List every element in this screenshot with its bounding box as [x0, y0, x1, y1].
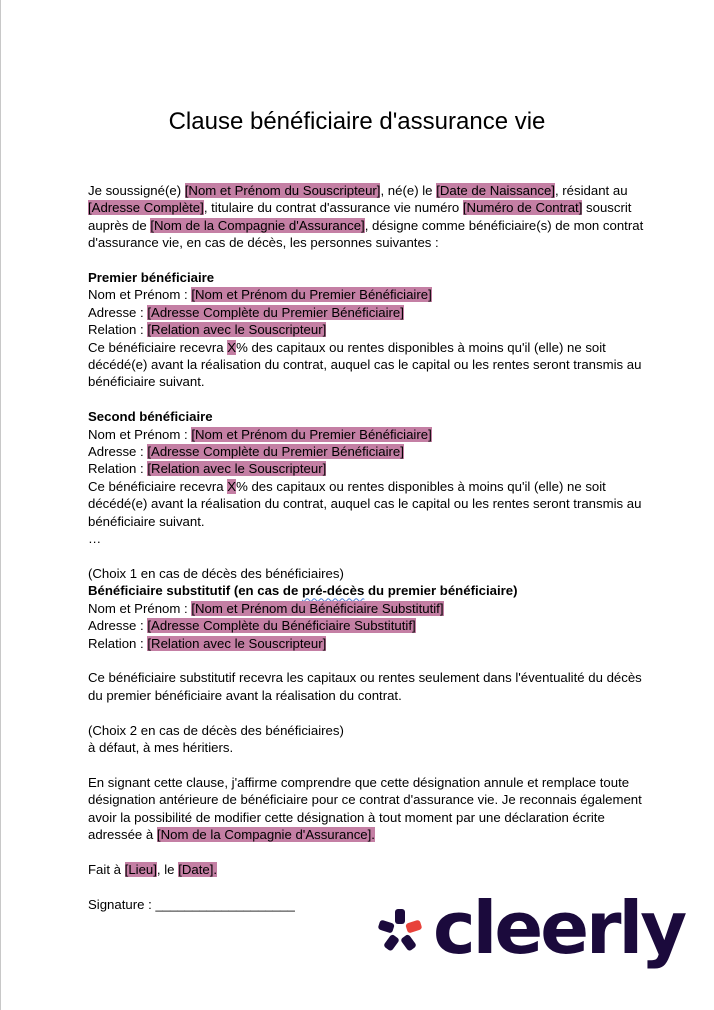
text: Je soussigné(e) [88, 183, 185, 198]
section-heading: Second bénéficiaire [88, 409, 213, 425]
intro-paragraph [88, 182, 648, 252]
relation-line [88, 635, 648, 652]
text: , résidant au [554, 183, 628, 198]
field-substitute-address[interactable]: [Adresse Complète du Bénéficiaire Substitutif] [147, 618, 416, 634]
field-beneficiary-relation[interactable]: [Relation avec le Souscripteur] [147, 461, 327, 477]
field-beneficiary-address[interactable]: [Adresse Complète du Premier Bénéficiaire] [147, 304, 404, 320]
text: , désigne comme bénéficiaire(s) de mon contrat d'assurance vie, en cas de décès, les personnes suivantes : [88, 217, 644, 251]
relation-line [88, 460, 648, 477]
field-insurer-name[interactable]: [Nom de la Compagnie d'Assurance]. [156, 826, 375, 842]
ellipsis: … [88, 531, 102, 547]
asterisk-logo-icon [375, 906, 425, 956]
section-heading: Premier bénéficiaire [88, 270, 215, 286]
text: Bénéficiaire substitutif (en cas de [88, 583, 302, 599]
text: , titulaire du contrat d'assurance vie numéro [203, 200, 463, 216]
signoff-line [88, 861, 648, 878]
text: , le [156, 861, 179, 877]
field-contract-number[interactable]: [Numéro de Contrat] [462, 200, 583, 216]
text: Ce bénéficiaire recevra [88, 339, 228, 355]
substitute-note: Ce bénéficiaire substitutif recevra les capitaux ou rentes seulement dans l'éventualité du décès du premier bénéficiaire avant la réalisation du contrat. [88, 670, 642, 703]
relation-line [88, 321, 648, 338]
text: % des capitaux ou rentes disponibles à moins qu'il (elle) ne soit décédé(e) avant la réalisation du contrat, auquel cas le capital ou les rentes seront transmis au bénéficiaire suivant. [88, 339, 642, 390]
text: du premier bénéficiaire) [364, 583, 518, 599]
label: Relation : [88, 635, 148, 651]
field-beneficiary-name[interactable]: [Nom et Prénom du Premier Bénéficiaire] [191, 287, 432, 303]
cleerly-logo [375, 886, 705, 976]
text: Ce bénéficiaire recevra [88, 478, 228, 494]
name-line [88, 426, 648, 443]
choice-2-section [88, 722, 648, 757]
field-share-percent[interactable]: X [227, 478, 237, 494]
address-line [88, 617, 648, 634]
field-birth-date[interactable]: [Date de Naissance] [436, 183, 555, 198]
text: , né(e) le [380, 183, 437, 198]
field-share-percent[interactable]: X [227, 339, 237, 355]
choice-label: (Choix 2 en cas de décès des bénéficiaires) [88, 722, 344, 738]
label: Nom et Prénom : [88, 287, 192, 303]
closing-paragraph [88, 774, 648, 844]
field-beneficiary-relation[interactable]: [Relation avec le Souscripteur] [147, 322, 327, 338]
field-beneficiary-name[interactable]: [Nom et Prénom du Premier Bénéficiaire] [191, 426, 432, 442]
name-line [88, 600, 648, 617]
signature-line: Signature : ___________________ [88, 896, 295, 912]
page-edge [0, 0, 1, 1010]
spellcheck-word[interactable]: pré-décès [302, 583, 365, 599]
field-substitute-name[interactable]: [Nom et Prénom du Bénéficiaire Substitutif] [191, 600, 444, 616]
field-place[interactable]: [Lieu] [124, 861, 157, 877]
label: Adresse : [88, 618, 148, 634]
section-heading [88, 582, 648, 599]
field-insurer-name[interactable]: [Nom de la Compagnie d'Assurance] [150, 217, 365, 233]
document-title: Clause bénéficiaire d'assurance vie [168, 108, 546, 135]
address-line [88, 443, 648, 460]
field-date[interactable]: [Date]. [178, 861, 218, 877]
document-body [88, 182, 648, 913]
choice-1-section [88, 565, 648, 704]
field-subscriber-name[interactable]: [Nom et Prénom du Souscripteur] [184, 183, 381, 198]
choice-text: à défaut, à mes héritiers. [88, 739, 234, 755]
beneficiary-section-1 [88, 269, 648, 391]
label: Nom et Prénom : [88, 600, 192, 616]
label: Relation : [88, 461, 148, 477]
field-substitute-relation[interactable]: [Relation avec le Souscripteur] [147, 635, 327, 651]
choice-label: (Choix 1 en cas de décès des bénéficiaires) [88, 565, 344, 581]
address-line [88, 304, 648, 321]
text: % des capitaux ou rentes disponibles à moins qu'il (elle) ne soit décédé(e) avant la réalisation du contrat, auquel cas le capital ou les rentes seront transmis au bénéficiaire suivant. [88, 478, 642, 529]
share-paragraph [88, 339, 648, 391]
label: Nom et Prénom : [88, 426, 192, 442]
share-paragraph [88, 478, 648, 530]
field-address[interactable]: [Adresse Complète] [88, 200, 204, 216]
text: Fait à [88, 861, 125, 877]
field-beneficiary-address[interactable]: [Adresse Complète du Premier Bénéficiaire] [147, 444, 404, 460]
label: Adresse : [88, 444, 148, 460]
label: Adresse : [88, 304, 148, 320]
logo-wordmark: cleerly [433, 886, 685, 970]
beneficiary-section-2 [88, 408, 648, 547]
text: En signant cette clause, j'affirme comprendre que cette désignation annule et remplace toute désignation antérieure de bénéficiaire pour ce contrat d'assurance vie. Je reconnais également avoir la possibilité de modifier cette désignation à tout moment par une déclaration écrite adressée à [88, 774, 642, 842]
name-line [88, 286, 648, 303]
label: Relation : [88, 322, 148, 338]
text: souscrit auprès de [88, 200, 632, 233]
